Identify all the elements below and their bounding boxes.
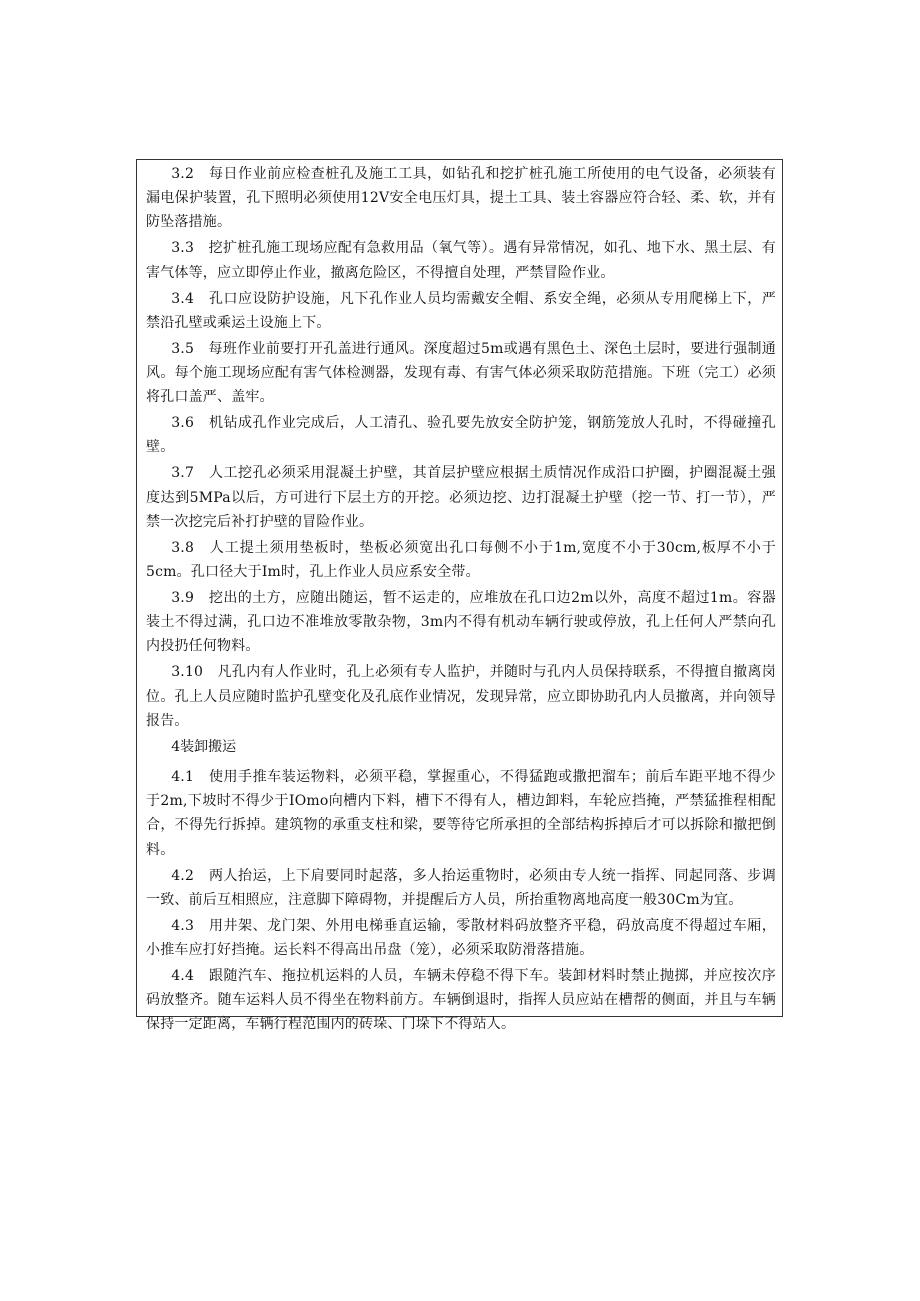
paragraph-3-8: 3.8 人工提土须用垫板时，垫板必须宽出孔口每侧不小于1m,宽度不小于30cm,板厚不小于5cm。孔口径大于Im时，孔上作业人员应系安全带。 <box>146 539 776 581</box>
section-heading: 4装卸搬运 <box>171 738 237 755</box>
paragraph-4-2: 4.2 两人抬运，上下肩要同时起落，多人抬运重物时，必须由专人统一指挥、同起同落、步调一致、前后互相照应，注意脚下障碍物，并提醒后方人员，所抬重物离地高度一般30Cm为宜。 <box>146 867 776 908</box>
document-frame <box>136 159 783 1033</box>
paragraph-3-4: 3.4 孔口应设防护设施，凡下孔作业人员均需戴安全帽、系安全绳，必须从专用爬梯上下，严禁沿孔壁或乘运土设施上下。 <box>146 290 776 331</box>
paragraph-3-3: 3.3 挖扩桩孔施工现场应配有急救用品（氧气等）。遇有异常情况，如孔、地下水、黑土层、有害气体等，应立即停止作业，撤离危险区，不得擅自处理，严禁冒险作业。 <box>146 240 776 281</box>
paragraph-4-3: 4.3 用井架、龙门架、外用电梯垂直运输，零散材料码放整齐平稳，码放高度不得超过车厢，小推车应打好挡掩。运长料不得高出吊盘（笼），必须采取防滑落措施。 <box>146 917 776 959</box>
paragraph-3-7: 3.7 人工挖孔必须采用混凝土护壁，其首层护壁应根据土质情况作成沿口护圈，护圈混凝土强度达到5MPa以后，方可进行下层土方的开挖。必须边挖、边打混凝土护壁（挖一节、打一节），严禁一次挖完后补打护壁的冒险作业。 <box>146 465 776 530</box>
paragraph-4-4: 4.4 跟随汽车、拖拉机运料的人员，车辆未停稳不得下车。装卸材料时禁止抛掷，并应按次序码放整齐。随车运料人员不得坐在物料前方。车辆倒退时，指挥人员应站在槽帮的侧面，并且与车辆保持一定距离，车辆行程范围内的砖垛、门垛下不得站人。 <box>146 968 776 1033</box>
paragraph-3-9: 3.9 挖出的土方，应随出随运，暂不运走的，应堆放在孔口边2m以外，高度不超过1m。容器装土不得过满，孔口边不准堆放零散杂物，3m内不得有机动车辆行驶或停放，孔上任何人严禁向孔内投扔任何物料。 <box>146 590 776 655</box>
paragraph-3-2: 3.2 每日作业前应检查桩孔及施工工具，如钻孔和挖扩桩孔施工所使用的电气设备，必须装有漏电保护装置，孔下照明必须使用12V安全电压灯具，提土工具、装土容器应符合轻、柔、软，并有防坠落措施。 <box>146 166 776 231</box>
paragraph-3-6: 3.6 机钻成孔作业完成后，人工清孔、验孔要先放安全防护笼，钢筋笼放人孔时，不得碰撞孔壁。 <box>146 415 776 456</box>
paragraph-4-1: 4.1 使用手推车装运物料，必须平稳，掌握重心，不得猛跑或撒把溜车；前后车距平地不得少于2m,下坡时不得少于IOmo向槽内下料，槽下不得有人，槽边卸料，车轮应挡掩，严禁猛推程相配合，不得先行拆掉。建筑物的承重支柱和梁，要等待它所承担的全部结构拆掉后才可以拆除和撤把倒料。 <box>146 769 776 858</box>
paragraph-3-5: 3.5 每班作业前要打开孔盖进行通风。深度超过5m或遇有黑色土、深色土层时，要进行强制通风。每个施工现场应配有害气体检测器，发现有毒、有害气体必须采取防范措施。下班（完工）必须将孔口盖严、盖牢。 <box>146 340 776 406</box>
paragraph-3-10: 3.10 凡孔内有人作业时，孔上必须有专人监护，并随时与孔内人员保持联系，不得擅自撤离岗位。孔上人员应随时监护孔壁变化及孔底作业情况，发现异常，应立即协助孔内人员撤离，并向领导报告。 <box>146 664 776 729</box>
